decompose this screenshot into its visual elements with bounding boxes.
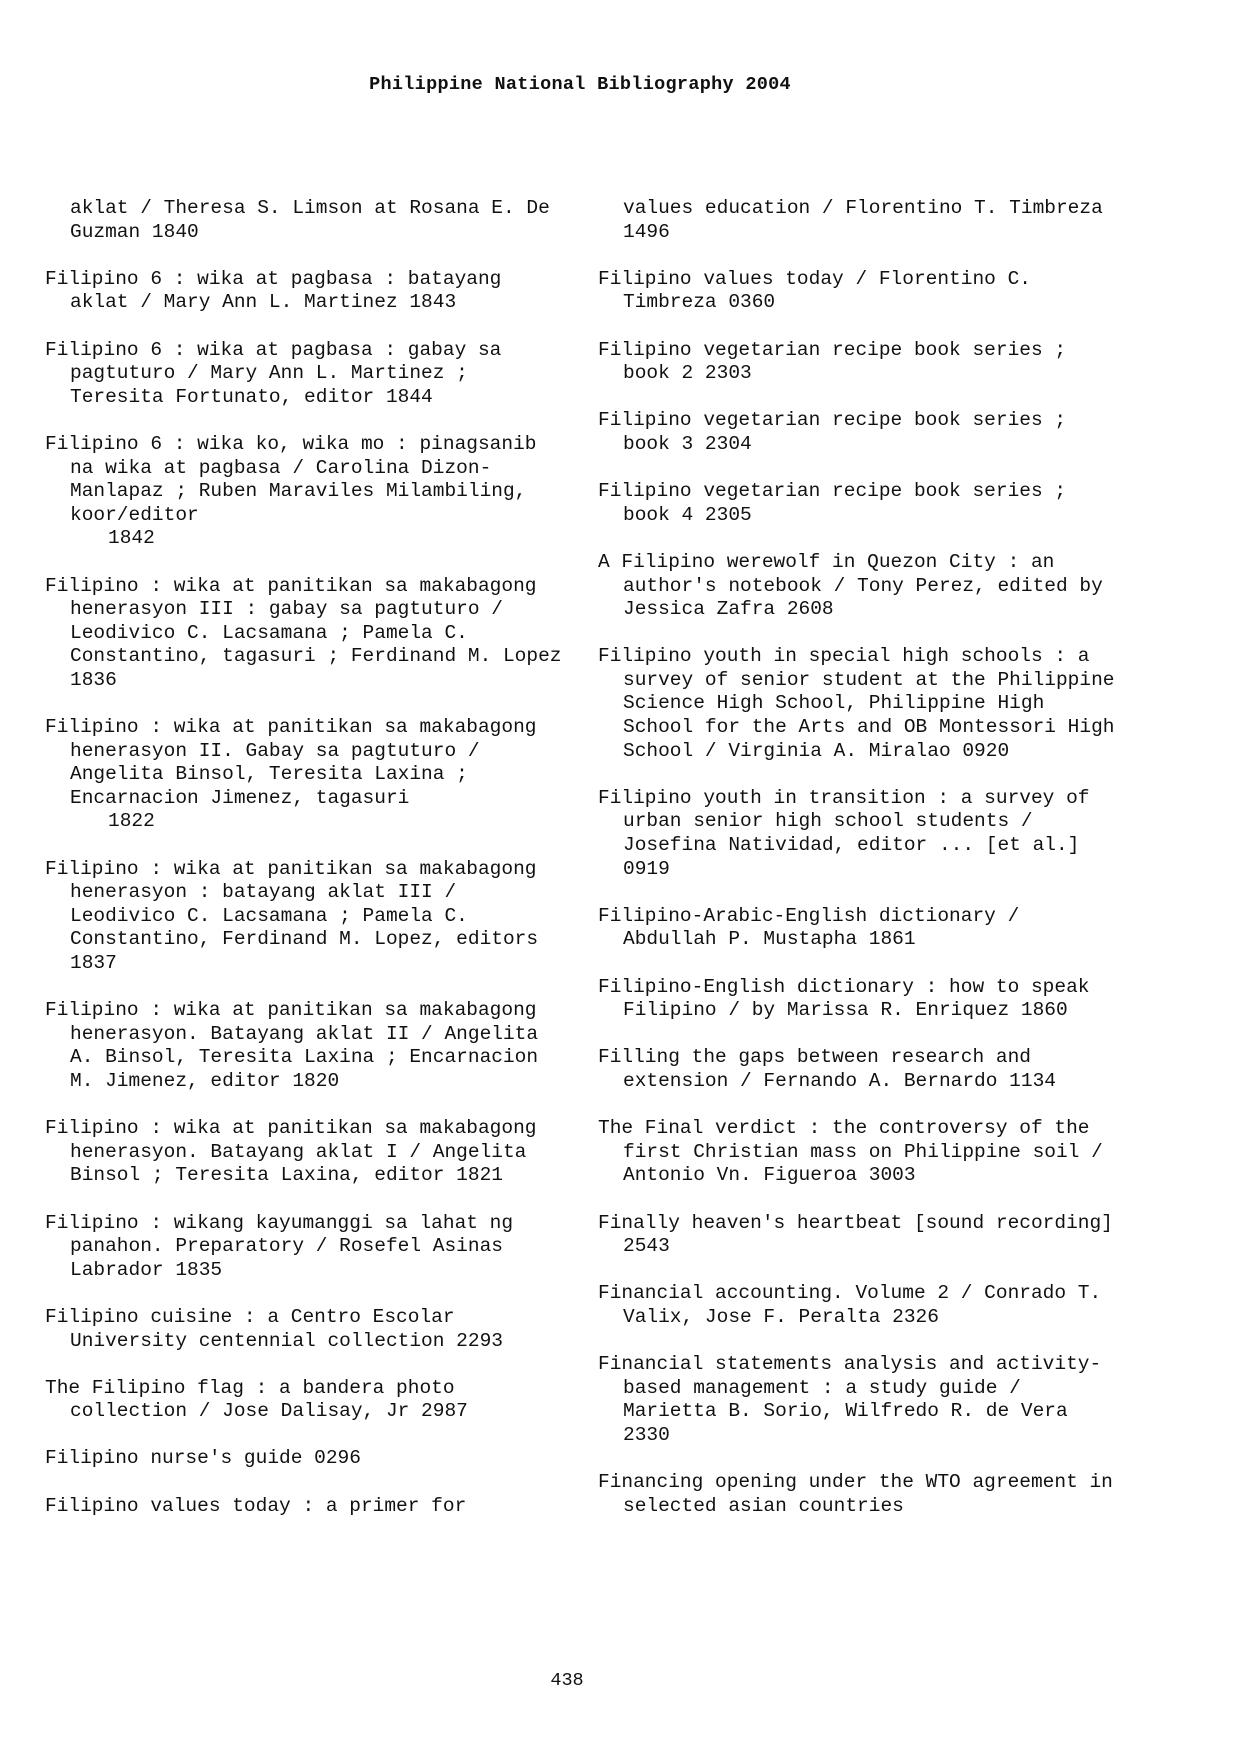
bibliography-column-right xyxy=(598,197,1127,1542)
bibliography-column-left xyxy=(45,197,574,1542)
entry-text: Filipino vegetarian recipe book series ; book 4 2305 xyxy=(598,480,1078,526)
bibliography-entry xyxy=(598,1117,1118,1188)
entry-text: Filipino-Arabic-English dictionary / Abdullah P. Mustapha 1861 xyxy=(598,904,1031,951)
bibliography-entry xyxy=(45,1117,565,1188)
bibliography-entry xyxy=(45,1495,565,1519)
bibliography-entry xyxy=(598,1211,1125,1259)
entry-text: Filipino values today / Florentino C. Timbreza 0360 xyxy=(598,267,1043,314)
bibliography-entry xyxy=(598,1471,1125,1518)
entry-text: Filipino youth in transition : a survey of urban senior high school students / Josefina Natividad, editor ... [et al.] 0919 xyxy=(598,786,1102,880)
bibliography-entry xyxy=(45,1377,565,1424)
entry-text: A Filipino werewolf in Quezon City : an author's notebook / Tony Perez, edited by Jessica Zafra 2608 xyxy=(598,550,1115,621)
entry-number: 1842 xyxy=(108,527,155,550)
bibliography-entry xyxy=(45,574,574,693)
bibliography-entry xyxy=(45,1212,565,1283)
entry-text: Filipino 6 : wika at pagbasa : gabay sa pagtuturo / Mary Ann L. Martinez ; Teresita Fortunato, editor 1844 xyxy=(45,338,514,408)
bibliography-entry xyxy=(598,1282,1118,1329)
page-title: Philippine National Bibliography 2004 xyxy=(369,74,791,95)
entry-text: Filipino : wika at panitikan sa makabagong henerasyon II. Gabay sa pagtuturo / Angelita Binsol, Teresita Laxina ; Encarnacion Jimenez, tagasuri xyxy=(45,716,549,809)
entry-text: Filipino : wika at panitikan sa makabagong henerasyon : batayang aklat III / Leodivico C. Lacsamana ; Pamela C. Constantino, Ferdinand M. Lopez, editors 1837 xyxy=(45,857,550,974)
bibliography-entry xyxy=(598,787,1118,881)
entry-text: Filipino nurse's guide 0296 xyxy=(45,1447,361,1470)
bibliography-entry xyxy=(45,339,565,410)
bibliography-entry xyxy=(598,409,1118,456)
bibliography-entry xyxy=(598,197,1118,244)
entry-number: 1822 xyxy=(108,810,155,833)
entry-text: The Filipino flag : a bandera photo collection / Jose Dalisay, Jr 2987 xyxy=(45,1376,468,1423)
entry-text: Financing opening under the WTO agreement in selected asian countries xyxy=(598,1471,1125,1517)
entry-text: Filipino youth in special high schools : a survey of senior student at the Philippine Science High School, Philippine High School for the Arts and OB Montessori High School / Virginia A. Miralao 0920 xyxy=(598,645,1127,762)
bibliography-entry xyxy=(45,858,565,976)
bibliography-entry xyxy=(598,905,1118,952)
entry-text: Filipino vegetarian recipe book series ; book 2 2303 xyxy=(598,338,1078,385)
bibliography-entry xyxy=(598,551,1118,622)
entry-text: Filipino 6 : wika at pagbasa : batayang aklat / Mary Ann L. Martinez 1843 xyxy=(45,267,514,314)
page-number: 438 xyxy=(550,1670,584,1691)
bibliography-entry xyxy=(598,480,1118,527)
entry-text: values education / Florentino T. Timbreza 1496 xyxy=(623,197,1115,243)
bibliography-entry xyxy=(598,1353,1118,1447)
entry-text: Financial statements analysis and activity-based management : a study guide / Marietta B. Sorio, Wilfredo R. de Vera 2330 xyxy=(598,1353,1102,1446)
entry-text: Filipino values today : a primer for xyxy=(45,1494,467,1517)
entry-text: Filipino 6 : wika ko, wika mo : pinagsanib na wika at pagbasa / Carolina Dizon-Manlapaz ; Ruben Maraviles Milambiling, koor/editor xyxy=(45,432,549,526)
bibliography-entry xyxy=(598,1046,1118,1093)
bibliography-entry xyxy=(45,197,565,244)
entry-text: Filipino-English dictionary : how to speak Filipino / by Marissa R. Enriquez 1860 xyxy=(598,975,1102,1022)
bibliography-entry xyxy=(598,268,1118,315)
bibliography-entry xyxy=(45,999,565,1093)
entry-text: Filipino vegetarian recipe book series ; book 3 2304 xyxy=(598,409,1078,455)
bibliography-entry xyxy=(45,268,565,315)
entry-text: Financial accounting. Volume 2 / Conrado T. Valix, Jose F. Peralta 2326 xyxy=(598,1282,1113,1328)
bibliography-entry xyxy=(598,645,1127,763)
entry-text: Filipino cuisine : a Centro Escolar University centennial collection 2293 xyxy=(45,1305,503,1352)
bibliography-entry xyxy=(598,339,1118,386)
entry-text: The Final verdict : the controversy of the first Christian mass on Philippine soil / Antonio Vn. Figueroa 3003 xyxy=(598,1117,1115,1187)
bibliography-entry xyxy=(45,716,565,834)
entry-text: Filipino : wikang kayumanggi sa lahat ng panahon. Preparatory / Rosefel Asinas Labrador 1835 xyxy=(45,1211,525,1281)
entry-text: aklat / Theresa S. Limson at Rosana E. De Guzman 1840 xyxy=(70,197,562,243)
bibliography-entry xyxy=(45,1306,565,1353)
entry-text: Filipino : wika at panitikan sa makabagong henerasyon. Batayang aklat II / Angelita A. Binsol, Teresita Laxina ; Encarnacion M. Jimenez, editor 1820 xyxy=(45,999,550,1092)
entry-text: Filling the gaps between research and extension / Fernando A. Bernardo 1134 xyxy=(598,1046,1056,1092)
entry-text: Filipino : wika at panitikan sa makabagong henerasyon. Batayang aklat I / Angelita Binsol ; Teresita Laxina, editor 1821 xyxy=(45,1117,549,1187)
entry-text: Filipino : wika at panitikan sa makabagong henerasyon III : gabay sa pagtuturo / Leodivico C. Lacsamana ; Pamela C. Constantino, tagasuri ; Ferdinand M. Lopez 1836 xyxy=(45,574,574,691)
bibliography-entry xyxy=(45,433,565,551)
entry-text: Finally heaven's heartbeat [sound recording] 2543 xyxy=(598,1211,1125,1258)
bibliography-entry xyxy=(45,1447,565,1471)
bibliography-entry xyxy=(598,976,1118,1023)
